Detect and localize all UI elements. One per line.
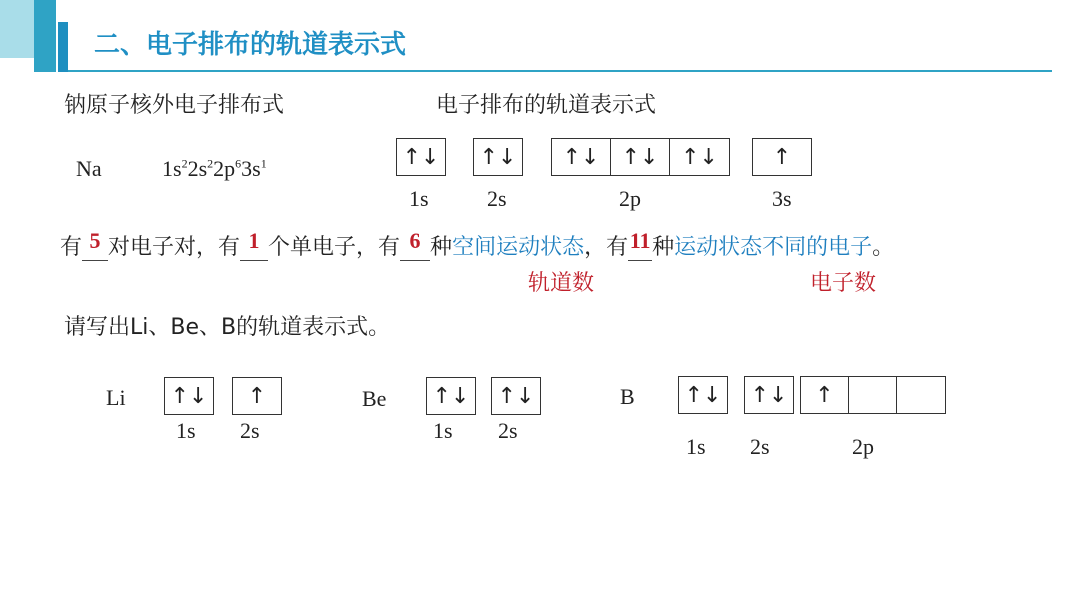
orbital-label-3s: 3s xyxy=(772,186,792,211)
answer-blank xyxy=(400,228,430,261)
na-symbol: Na xyxy=(76,156,102,181)
na-orbital-2s xyxy=(473,138,523,176)
orbital-label-1s: 1s xyxy=(409,186,429,211)
answer-unpaired-electrons: 1 xyxy=(248,228,260,253)
be-label-2s: 2s xyxy=(498,418,518,443)
page-title: 二、电子排布的轨道表示式 xyxy=(94,30,407,60)
answer-spatial-states: 6 xyxy=(409,228,421,253)
heading-electron-configuration: 钠原子核外电子排布式 xyxy=(64,93,285,118)
answer-blank xyxy=(240,228,268,261)
note-orbital-count: 轨道数 xyxy=(528,271,595,296)
sentence-text: 。 xyxy=(872,235,895,260)
header-decoration-bar xyxy=(58,22,68,72)
fill-in-sentence xyxy=(60,230,894,261)
orbital-cell: ↑ xyxy=(801,377,849,413)
b-orbital-1s xyxy=(678,376,728,414)
sentence-text: 有 xyxy=(60,235,83,260)
orbital-cell: ↑↓ xyxy=(402,144,440,170)
orbital-cell: ↑↓ xyxy=(750,382,788,408)
config-term: $2p^6$ xyxy=(213,156,242,181)
heading-orbital-diagram: 电子排布的轨道表示式 xyxy=(436,93,657,118)
b-orbital-2s xyxy=(744,376,794,414)
sentence-text: 种 xyxy=(652,235,675,260)
b-orbital-2p xyxy=(800,376,946,414)
sentence-text: ，有 xyxy=(584,235,629,260)
highlight-distinct-electrons: 运动状态不同的电子 xyxy=(674,235,873,260)
orbital-cell xyxy=(849,377,897,413)
orbital-label-2p: 2p xyxy=(619,186,641,211)
li-label-2s: 2s xyxy=(240,418,260,443)
orbital-cell: ↑↓ xyxy=(479,144,517,170)
li-orbital-1s xyxy=(164,377,214,415)
na-configuration xyxy=(162,156,267,182)
orbital-cell: ↑↓ xyxy=(681,144,718,170)
sentence-text: 对电子对，有 xyxy=(108,235,241,260)
na-orbital-2p xyxy=(551,138,730,176)
b-label-2s: 2s xyxy=(750,434,770,459)
answer-electron-pairs: 5 xyxy=(89,228,101,253)
na-orbital-1s xyxy=(396,138,446,176)
exercise-question: 请写出Li、Be、B的轨道表示式。 xyxy=(64,315,391,340)
answer-blank xyxy=(628,228,652,261)
orbital-label-2s: 2s xyxy=(487,186,507,211)
orbital-cell: ↑↓ xyxy=(611,139,670,175)
orbital-cell xyxy=(897,377,945,413)
orbital-cell: ↑↓ xyxy=(170,383,208,409)
be-symbol: Be xyxy=(362,386,387,411)
orbital-cell: ↑↓ xyxy=(432,383,470,409)
answer-distinct-electrons: 11 xyxy=(629,228,651,253)
be-orbital-1s xyxy=(426,377,476,415)
orbital-cell: ↑ xyxy=(772,144,792,170)
orbital-cell: ↑↓ xyxy=(684,382,722,408)
li-symbol: Li xyxy=(106,385,126,410)
note-electron-count: 电子数 xyxy=(810,271,877,296)
config-term: $3s^1$ xyxy=(241,156,267,181)
config-term: $1s^2$ xyxy=(162,156,188,181)
sentence-text: 种 xyxy=(430,235,453,260)
orbital-cell: ↑↓ xyxy=(497,383,535,409)
orbital-cell: ↑ xyxy=(247,383,267,409)
header-decoration-dark xyxy=(34,0,56,72)
orbital-cell: ↑↓ xyxy=(552,139,611,175)
highlight-spatial-motion-states: 空间运动状态 xyxy=(452,235,585,260)
sentence-text: 个单电子，有 xyxy=(268,235,401,260)
be-orbital-2s xyxy=(491,377,541,415)
title-underline xyxy=(68,70,1052,72)
b-symbol: B xyxy=(620,384,635,409)
config-term: $2s^2$ xyxy=(187,156,214,181)
be-label-1s: 1s xyxy=(433,418,453,443)
answer-blank xyxy=(82,228,108,261)
li-orbital-2s xyxy=(232,377,282,415)
na-orbital-3s xyxy=(752,138,812,176)
li-label-1s: 1s xyxy=(176,418,196,443)
b-label-1s: 1s xyxy=(686,434,706,459)
b-label-2p: 2p xyxy=(852,434,874,459)
